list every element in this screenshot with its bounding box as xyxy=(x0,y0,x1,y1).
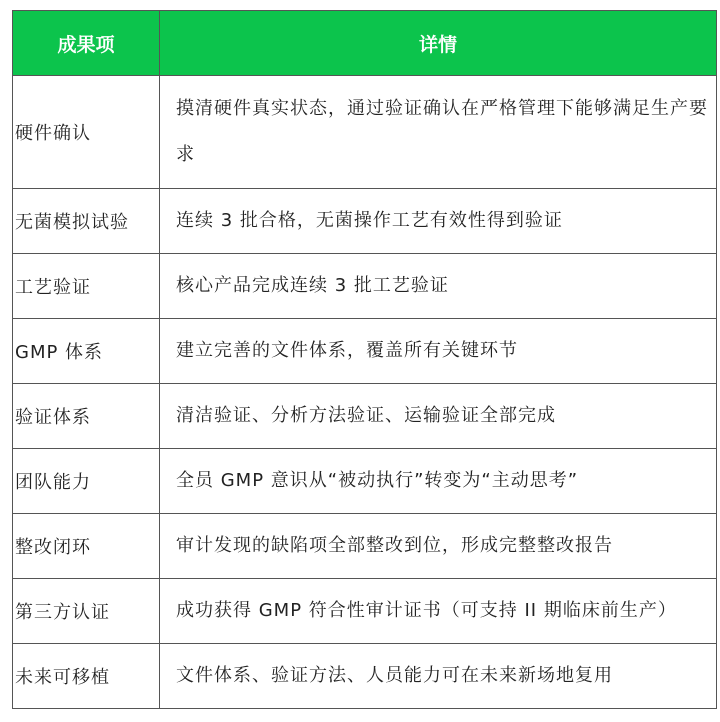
table-row xyxy=(13,319,717,384)
table-row xyxy=(13,189,717,254)
row-detail: 审计发现的缺陷项全部整改到位，形成完整整改报告 xyxy=(160,514,717,579)
table-row xyxy=(13,76,717,189)
table-row xyxy=(13,254,717,319)
row-detail: 全员 GMP 意识从“被动执行”转变为“主动思考” xyxy=(160,449,717,514)
header-item: 成果项 xyxy=(13,11,160,76)
table-row xyxy=(13,384,717,449)
row-item: 整改闭环 xyxy=(13,514,160,579)
header-row xyxy=(13,11,717,76)
row-detail: 清洁验证、分析方法验证、运输验证全部完成 xyxy=(160,384,717,449)
row-detail: 连续 3 批合格，无菌操作工艺有效性得到验证 xyxy=(160,189,717,254)
row-detail: 核心产品完成连续 3 批工艺验证 xyxy=(160,254,717,319)
row-item: 无菌模拟试验 xyxy=(13,189,160,254)
row-item: 验证体系 xyxy=(13,384,160,449)
row-detail: 建立完善的文件体系，覆盖所有关键环节 xyxy=(160,319,717,384)
row-detail: 成功获得 GMP 符合性审计证书（可支持 II 期临床前生产） xyxy=(160,579,717,644)
table-row xyxy=(13,449,717,514)
row-item: GMP 体系 xyxy=(13,319,160,384)
table-row xyxy=(13,644,717,709)
table-row xyxy=(13,579,717,644)
row-item: 未来可移植 xyxy=(13,644,160,709)
row-detail: 文件体系、验证方法、人员能力可在未来新场地复用 xyxy=(160,644,717,709)
row-item: 第三方认证 xyxy=(13,579,160,644)
header-detail: 详情 xyxy=(160,11,717,76)
row-detail: 摸清硬件真实状态，通过验证确认在严格管理下能够满足生产要求 xyxy=(160,76,717,189)
row-item: 团队能力 xyxy=(13,449,160,514)
results-table xyxy=(12,10,717,709)
table-row xyxy=(13,514,717,579)
row-item: 硬件确认 xyxy=(13,76,160,189)
row-item: 工艺验证 xyxy=(13,254,160,319)
